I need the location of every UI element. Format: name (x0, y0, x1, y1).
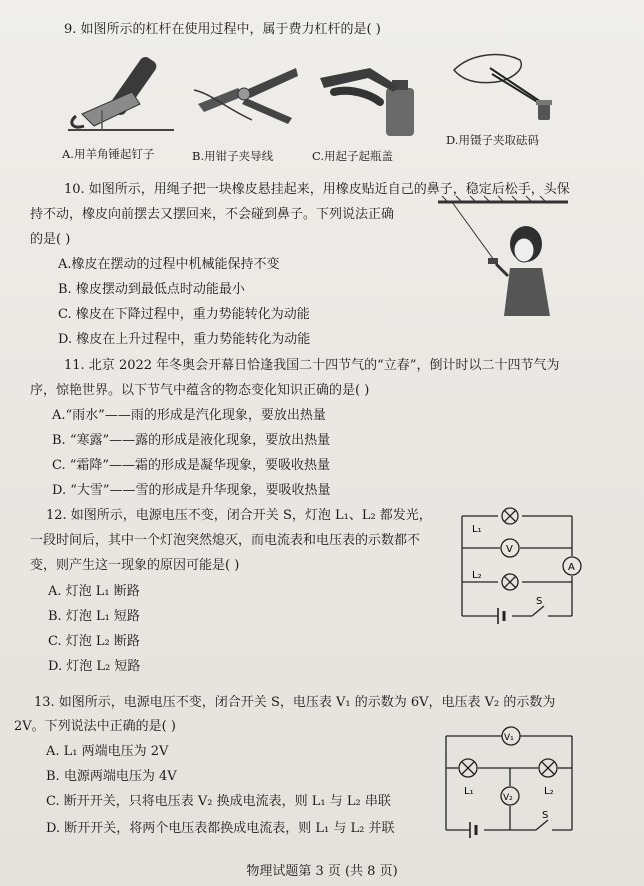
q13-option-d: D. 断开开关，将两个电压表都换成电流表，则 L₁ 与 L₂ 并联 (46, 821, 395, 836)
q13-switch-label: S (542, 810, 549, 821)
q13-option-b: B. 电源两端电压为 4V (46, 769, 177, 784)
q13-v1-label: V₁ (504, 733, 514, 743)
q13-stem-2: 2V。下列说法中正确的是( ) (14, 719, 176, 734)
q9-option-d: D.用镊子夹取砝码 (446, 133, 539, 147)
q12-option-c: C. 灯泡 L₂ 断路 (48, 634, 140, 649)
q10-stem-1: 10. 如图所示，用绳子把一块橡皮悬挂起来，用橡皮贴近自己的鼻子，稳定后松手，头保 (64, 182, 570, 197)
pendulum-girl-icon (438, 196, 578, 320)
q12-stem-1: 12. 如图所示，电源电压不变，闭合开关 S，灯泡 L₁、L₂ 都发光， (46, 508, 432, 523)
q12-switch-label: S (536, 596, 543, 607)
bottle-opener-icon (310, 58, 430, 138)
q13-option-a: A. L₁ 两端电压为 2V (46, 744, 169, 759)
q11-option-c: C. “霜降”——霜的形成是凝华现象，要吸收热量 (52, 458, 331, 473)
q10-option-d: D. 橡皮在上升过程中，重力势能转化为动能 (58, 332, 311, 347)
q12-circuit-diagram (458, 508, 588, 626)
q13-v2-label: V₂ (503, 793, 513, 803)
page-footer: 物理试题第 3 页 (共 8 页) (246, 864, 398, 879)
q12-stem-3: 变，则产生这一现象的原因可能是( ) (30, 558, 240, 573)
q12-l2-label: L₂ (472, 570, 482, 581)
q12-ammeter-label: A (568, 562, 575, 573)
q11-stem-1: 11. 北京 2022 年冬奥会开幕日恰逢我国二十四节气的“立春”，倒计时以二十四节气为 (64, 358, 560, 373)
q11-option-d: D. “大雪”——雪的形成是升华现象，要吸收热量 (52, 483, 331, 498)
q12-l1-label: L₁ (472, 524, 482, 535)
q9-stem: 9. 如图所示的杠杆在使用过程中，属于费力杠杆的是( ) (64, 22, 381, 37)
q10-stem-2: 持不动，橡皮向前摆去又摆回来，不会碰到鼻子。下列说法正确 (30, 207, 395, 222)
q10-stem-3: 的是( ) (30, 232, 71, 247)
q12-option-a: A. 灯泡 L₁ 断路 (48, 584, 140, 599)
q10-option-b: B. 橡皮摆动到最低点时动能最小 (58, 282, 245, 297)
q11-option-b: B. “寒露”——露的形成是液化现象，要放出热量 (52, 433, 331, 448)
q12-option-d: D. 灯泡 L₂ 短路 (48, 659, 141, 674)
q9-option-b: B.用钳子夹导线 (192, 149, 274, 163)
q10-option-c: C. 橡皮在下降过程中，重力势能转化为动能 (58, 307, 310, 322)
q11-stem-2: 序，惊艳世界。以下节气中蕴含的物态变化知识正确的是( ) (30, 383, 370, 398)
q13-stem-1: 13. 如图所示，电源电压不变，闭合开关 S，电压表 V₁ 的示数为 6V，电压表 V₂ 的示数为 (34, 695, 556, 710)
q11-option-a: A.“雨水”——雨的形成是汽化现象，要放出热量 (52, 408, 326, 423)
q12-voltmeter-label: V (506, 544, 513, 555)
pliers-icon (192, 60, 302, 130)
hammer-icon (62, 52, 182, 134)
q9-option-c: C.用起子起瓶盖 (312, 149, 394, 163)
q12-option-b: B. 灯泡 L₁ 短路 (48, 609, 140, 624)
q10-option-a: A.橡皮在摆动的过程中机械能保持不变 (58, 257, 280, 272)
q13-l1-label: L₁ (464, 786, 474, 797)
q9-option-a: A.用羊角锤起钉子 (62, 147, 155, 161)
q13-option-c: C. 断开开关，只将电压表 V₂ 换成电流表，则 L₁ 与 L₂ 串联 (46, 794, 391, 809)
q12-stem-2: 一段时间后，其中一个灯泡突然熄灭，而电流表和电压表的示数都不 (30, 533, 421, 548)
tweezers-icon (440, 40, 570, 136)
q13-circuit-diagram (440, 726, 580, 838)
q13-l2-label: L₂ (544, 786, 554, 797)
